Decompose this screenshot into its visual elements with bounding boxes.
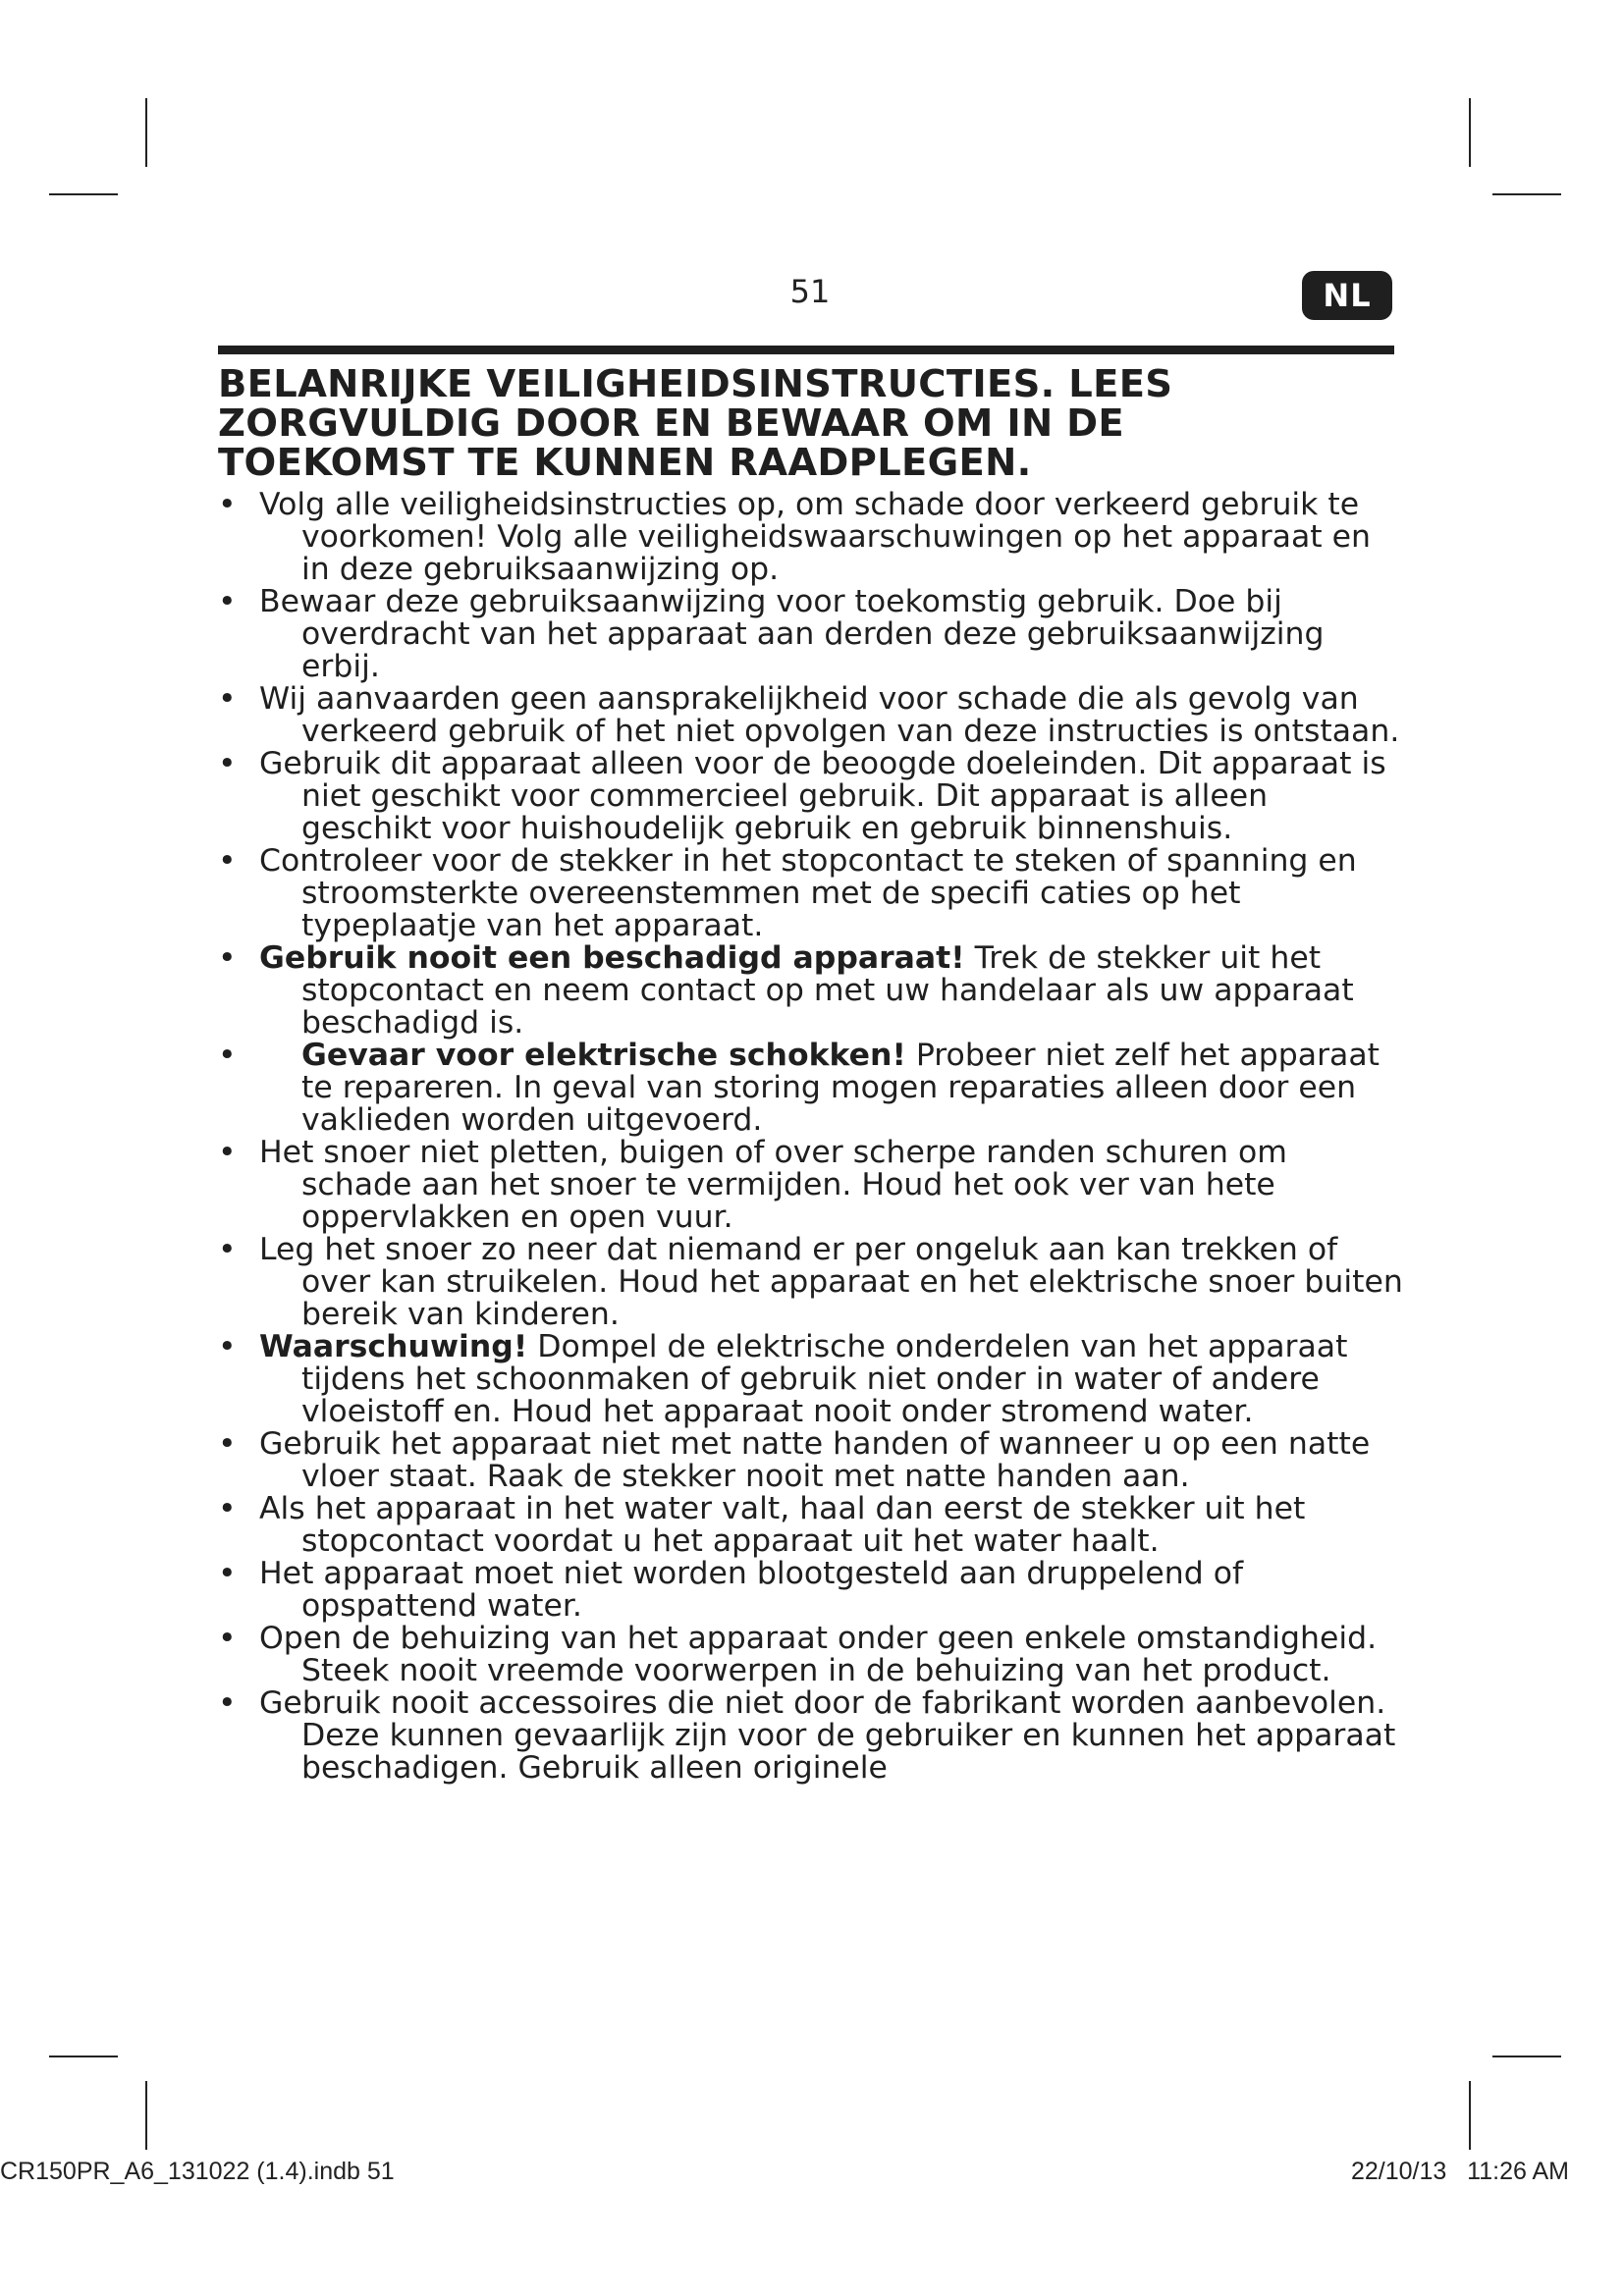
instruction-text: Wij aanvaarden geen aansprakelijkheid voor schade die als gevolg van verkeerd gebruik of het niet opvolgen van deze instructies is ontstaan. xyxy=(259,681,1400,749)
instruction-item xyxy=(218,683,1406,748)
instruction-text: Controleer voor de stekker in het stopcontact te steken of spanning en stroomsterkte overeenstemmen met de specifi caties op het typeplaatje van het apparaat. xyxy=(259,843,1357,943)
instruction-item xyxy=(218,1137,1406,1234)
instruction-item-warning xyxy=(218,1331,1406,1428)
crop-mark-top-left-horizontal xyxy=(49,193,118,195)
crop-mark-top-left-vertical xyxy=(145,98,147,167)
crop-mark-bottom-left-vertical xyxy=(145,2081,147,2150)
instruction-text: Dompel de elektrische onderdelen van het apparaat tijdens het schoonmaken of gebruik niet onder in water of andere vloeistoff en. Houd het apparaat nooit onder stromend water. xyxy=(301,1329,1348,1429)
footer-timestamp xyxy=(1351,2158,1569,2186)
footer-date: 22/10/13 xyxy=(1351,2158,1447,2185)
instruction-item xyxy=(218,586,1406,683)
instruction-item xyxy=(218,489,1406,586)
instruction-text: Probeer niet zelf het apparaat te repareren. In geval van storing mogen reparaties alleen door een vaklieden worden uitgevoerd. xyxy=(301,1038,1380,1138)
instruction-item xyxy=(218,845,1406,942)
instruction-text: Als het apparaat in het water valt, haal dan eerst de stekker uit het stopcontact voordat u het apparaat uit het water haalt. xyxy=(259,1491,1306,1559)
instruction-item xyxy=(218,1428,1406,1493)
language-badge: NL xyxy=(1302,271,1392,320)
crop-mark-top-right-vertical xyxy=(1469,98,1471,167)
crop-mark-bottom-right-horizontal xyxy=(1492,2056,1561,2057)
heading-line: ZORGVULDIG DOOR EN BEWAAR OM IN DE xyxy=(218,401,1125,446)
instruction-item-warning xyxy=(218,1040,1406,1137)
crop-mark-bottom-left-horizontal xyxy=(49,2056,118,2057)
instruction-text: Volg alle veiligheidsinstructies op, om schade door verkeerd gebruik te voorkomen! Volg alle veiligheidswaarschuwingen op het apparaat en in deze gebruiksaanwijzing op. xyxy=(259,487,1371,587)
safety-heading xyxy=(218,362,1396,485)
instruction-text: Gebruik het apparaat niet met natte handen of wanneer u op een natte vloer staat. Raak de stekker nooit met natte handen aan. xyxy=(259,1426,1371,1494)
crop-mark-top-right-horizontal xyxy=(1492,193,1561,195)
footer-file-info: CR150PR_A6_131022 (1.4).indb 51 xyxy=(0,2158,395,2185)
header-rule xyxy=(218,346,1394,354)
instruction-item xyxy=(218,1623,1406,1687)
instruction-item xyxy=(218,748,1406,845)
instruction-text: Leg het snoer zo neer dat niemand er per ongeluk aan kan trekken of over kan struikelen. Houd het apparaat en het elektrische snoer buiten bereik van kinderen. xyxy=(259,1232,1403,1332)
instruction-item xyxy=(218,1234,1406,1331)
instruction-text: Het apparaat moet niet worden blootgesteld aan druppelend of opspattend water. xyxy=(259,1556,1244,1624)
heading-line: TOEKOMST TE KUNNEN RAADPLEGEN. xyxy=(218,441,1032,485)
page-number: 51 xyxy=(789,273,831,310)
instruction-text: Trek de stekker uit het stopcontact en neem contact op met uw handelaar als uw apparaat beschadigd is. xyxy=(301,940,1354,1041)
footer-time: 11:26 AM xyxy=(1467,2158,1569,2185)
instruction-text: Open de behuizing van het apparaat onder geen enkele omstandigheid. Steek nooit vreemde voorwerpen in de behuizing van het product. xyxy=(259,1621,1378,1688)
instruction-lead: Gebruik nooit een beschadigd apparaat! xyxy=(259,940,965,976)
instruction-lead: Gevaar voor elektrische schokken! xyxy=(301,1038,906,1073)
instruction-text: Gebruik dit apparaat alleen voor de beoogde doeleinden. Dit apparaat is niet geschikt voor commercieel gebruik. Dit apparaat is alleen geschikt voor huishoudelijk gebruik en gebruik binnenshuis. xyxy=(259,746,1386,846)
instruction-item-warning xyxy=(218,942,1406,1040)
instruction-item xyxy=(218,1558,1406,1623)
instruction-lead: Waarschuwing! xyxy=(259,1329,528,1364)
instruction-item xyxy=(218,1687,1406,1785)
safety-instructions-list xyxy=(218,489,1406,1785)
heading-line: BELANRIJKE VEILIGHEIDSINSTRUCTIES. LEES xyxy=(218,362,1173,406)
instruction-item xyxy=(218,1493,1406,1558)
instruction-text: Het snoer niet pletten, buigen of over scherpe randen schuren om schade aan het snoer te vermijden. Houd het ook ver van hete oppervlakken en open vuur. xyxy=(259,1135,1287,1235)
instruction-text: Gebruik nooit accessoires die niet door de fabrikant worden aanbevolen. Deze kunnen gevaarlijk zijn voor de gebruiker en kunnen het apparaat beschadigen. Gebruik alleen originele xyxy=(259,1685,1396,1786)
instruction-text: Bewaar deze gebruiksaanwijzing voor toekomstig gebruik. Doe bij overdracht van het apparaat aan derden deze gebruiksaanwijzing erbij. xyxy=(259,584,1325,684)
crop-mark-bottom-right-vertical xyxy=(1469,2081,1471,2150)
